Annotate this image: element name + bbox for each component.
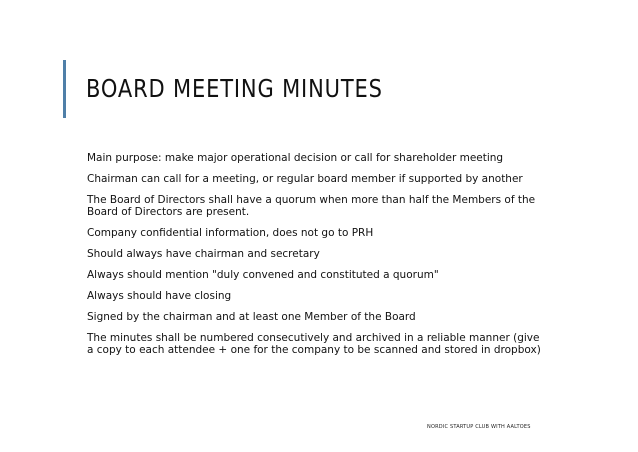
bullet-item-chairman-secretary: Should always have chairman and secretary (87, 248, 320, 260)
bullet-item-quorum: The Board of Directors shall have a quorum when more than half the Members of the Board of Directors are present. (87, 194, 536, 218)
title-accent-bar (63, 60, 66, 118)
bullet-item-duly-convened: Always should mention "duly convened and constituted a quorum" (87, 269, 439, 281)
bullet-item-closing: Always should have closing (87, 290, 232, 302)
slide-title: BOARD MEETING MINUTES (86, 74, 383, 103)
slide-footer: NORDIC STARTUP CLUB WITH AALTOES (427, 424, 531, 430)
bullet-item-confidential: Company confidential information, does not go to PRH (87, 227, 374, 239)
bullet-item-chairman-call: Chairman can call for a meeting, or regular board member if supported by another (87, 173, 523, 185)
bullet-list (87, 152, 547, 356)
bullet-item-numbered-archived: The minutes shall be numbered consecutively and archived in a reliable manner (give a copy to each attendee + one for the company to be scanned and stored in dropbox) (87, 332, 541, 356)
bullet-item-main-purpose: Main purpose: make major operational decision or call for shareholder meeting (87, 152, 504, 164)
bullet-item-signed: Signed by the chairman and at least one Member of the Board (87, 311, 416, 323)
